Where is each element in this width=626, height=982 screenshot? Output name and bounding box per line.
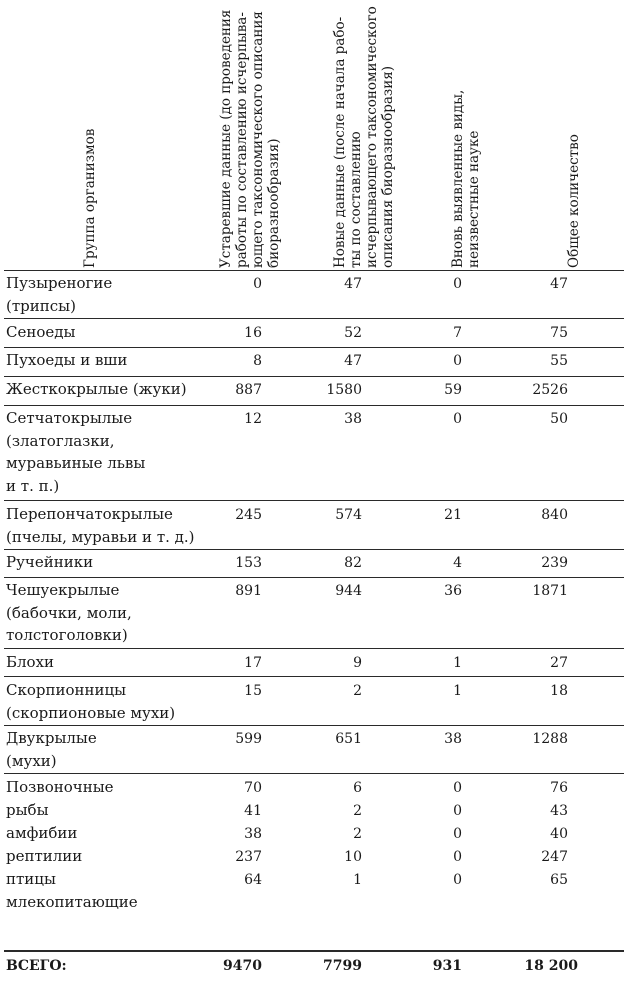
- row-divider: [4, 549, 624, 550]
- cell-total: 50: [550, 411, 568, 427]
- cell-new: 47: [344, 276, 362, 292]
- row-divider: [4, 318, 624, 319]
- cell-old: 16: [244, 325, 262, 341]
- cell-newly: 59: [444, 382, 462, 398]
- row-divider: [4, 577, 624, 578]
- vertebrate-label: амфибии: [6, 824, 78, 842]
- cell-total: 840: [541, 507, 568, 523]
- totals-label: ВСЕГО:: [6, 958, 67, 974]
- row-divider: [4, 773, 624, 774]
- row-label: Пухоеды и вши: [6, 351, 128, 369]
- cell-old: 237: [235, 849, 262, 865]
- cell-total: 1288: [532, 731, 568, 747]
- cell-newly: 0: [453, 849, 462, 865]
- row-divider: [4, 676, 624, 677]
- header-divider: [4, 270, 624, 271]
- totals-old: 9470: [223, 958, 262, 974]
- cell-newly: 38: [444, 731, 462, 747]
- cell-total: 247: [541, 849, 568, 865]
- cell-new: 1: [353, 872, 362, 888]
- totals-newly: 931: [432, 958, 462, 974]
- row-divider: [4, 725, 624, 726]
- cell-new: 9: [353, 655, 362, 671]
- row-label: Пузыреногие (трипсы): [6, 274, 113, 315]
- vertebrate-label: Позвоночные: [6, 778, 114, 796]
- row-divider: [4, 500, 624, 501]
- cell-newly: 0: [453, 803, 462, 819]
- cell-total: 75: [550, 325, 568, 341]
- cell-old: 38: [244, 826, 262, 842]
- cell-total: 239: [541, 555, 568, 571]
- row-label: Сетчатокрылые (златоглазки, муравьиные львы и т. п.): [6, 409, 146, 495]
- row-label: Сеноеды: [6, 323, 76, 341]
- cell-total: 43: [550, 803, 568, 819]
- cell-old: 12: [244, 411, 262, 427]
- cell-newly: 0: [453, 276, 462, 292]
- cell-newly: 4: [453, 555, 462, 571]
- row-label: Жесткокрылые (жуки): [6, 380, 187, 398]
- cell-new: 944: [335, 583, 362, 599]
- row-label: Ручейники: [6, 553, 94, 571]
- row-divider: [4, 376, 624, 377]
- cell-total: 18: [550, 683, 568, 699]
- cell-new: 52: [344, 325, 362, 341]
- cell-new: 10: [344, 849, 362, 865]
- row-label: Двукрылые (мухи): [6, 729, 97, 770]
- vertebrate-label: рыбы: [6, 801, 49, 819]
- cell-old: 887: [235, 382, 262, 398]
- cell-old: 0: [253, 276, 262, 292]
- cell-new: 2: [353, 803, 362, 819]
- cell-old: 891: [235, 583, 262, 599]
- cell-new: 2: [353, 683, 362, 699]
- cell-old: 41: [244, 803, 262, 819]
- cell-new: 574: [335, 507, 362, 523]
- cell-newly: 1: [453, 655, 462, 671]
- cell-newly: 21: [444, 507, 462, 523]
- cell-new: 6: [353, 780, 362, 796]
- row-label: Блохи: [6, 653, 55, 671]
- row-divider: [4, 405, 624, 406]
- row-divider: [4, 347, 624, 348]
- cell-total: 65: [550, 872, 568, 888]
- cell-old: 8: [253, 353, 262, 369]
- cell-newly: 1: [453, 683, 462, 699]
- cell-newly: 0: [453, 411, 462, 427]
- row-label: Чешуекрылые (бабочки, моли, толстоголовки): [6, 581, 132, 645]
- cell-newly: 0: [453, 826, 462, 842]
- cell-total: 1871: [532, 583, 568, 599]
- totals-new: 7799: [323, 958, 362, 974]
- vertebrate-label: рептилии: [6, 847, 83, 865]
- cell-new: 1580: [326, 382, 362, 398]
- row-label: Скорпионницы (скорпионовые мухи): [6, 681, 176, 722]
- cell-new: 47: [344, 353, 362, 369]
- cell-total: 2526: [532, 382, 568, 398]
- cell-new: 82: [344, 555, 362, 571]
- cell-newly: 0: [453, 353, 462, 369]
- cell-total: 27: [550, 655, 568, 671]
- cell-total: 55: [550, 353, 568, 369]
- cell-total: 40: [550, 826, 568, 842]
- row-divider: [4, 648, 624, 649]
- cell-new: 38: [344, 411, 362, 427]
- cell-old: 245: [235, 507, 262, 523]
- vertebrate-label: млекопитающие: [6, 893, 138, 911]
- cell-old: 17: [244, 655, 262, 671]
- cell-old: 15: [244, 683, 262, 699]
- cell-total: 47: [550, 276, 568, 292]
- cell-total: 76: [550, 780, 568, 796]
- cell-new: 2: [353, 826, 362, 842]
- vertebrate-label: птицы: [6, 870, 56, 888]
- totals-divider: [4, 950, 624, 952]
- cell-old: 153: [235, 555, 262, 571]
- cell-old: 599: [235, 731, 262, 747]
- row-label: Перепончатокрылые (пчелы, муравьи и т. д.): [6, 505, 195, 546]
- cell-newly: 7: [453, 325, 462, 341]
- cell-old: 70: [244, 780, 262, 796]
- cell-old: 64: [244, 872, 262, 888]
- cell-newly: 0: [453, 872, 462, 888]
- cell-newly: 0: [453, 780, 462, 796]
- totals-total: 18 200: [524, 958, 578, 974]
- cell-new: 651: [335, 731, 362, 747]
- cell-newly: 36: [444, 583, 462, 599]
